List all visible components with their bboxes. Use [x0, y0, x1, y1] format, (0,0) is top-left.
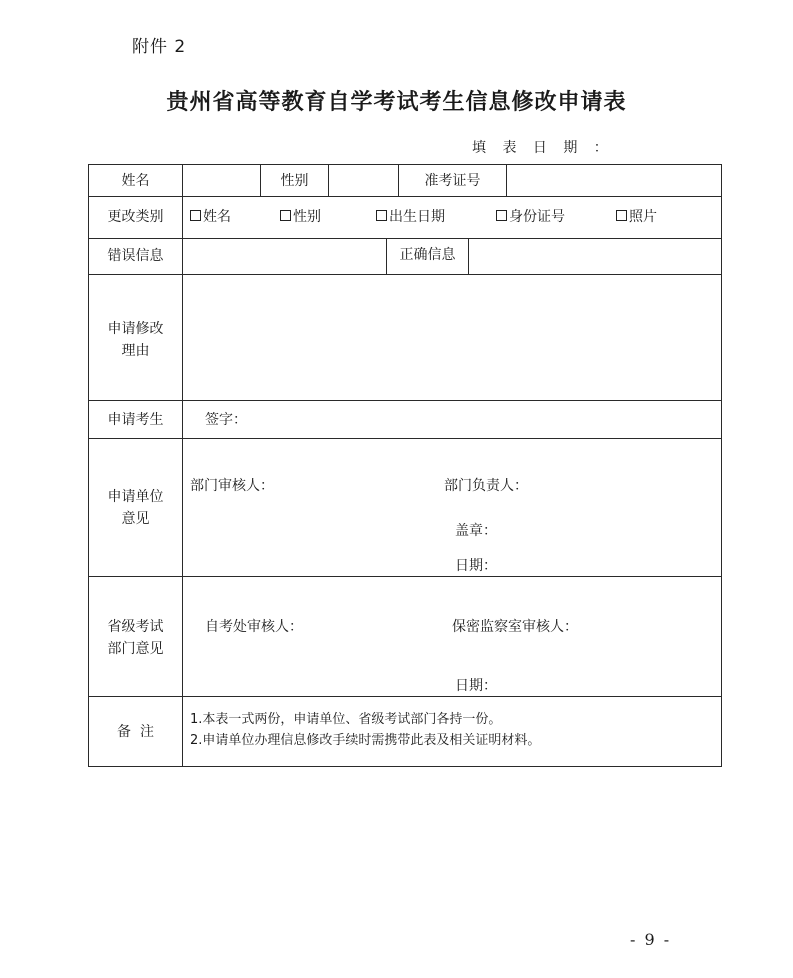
unit-date-label: 日期：: [455, 558, 497, 574]
dept-head-label: 部门负责人：: [444, 478, 528, 494]
fill-date-label: 填 表 日 期 ：: [472, 140, 614, 156]
change-option-name[interactable]: [190, 207, 231, 227]
remark-line-1: 1.本表一式两份，申请单位、省级考试部门各持一份。: [190, 712, 502, 727]
reason-field[interactable]: [183, 275, 721, 400]
name-field[interactable]: [183, 165, 260, 196]
unit-opinion-label: [89, 486, 182, 530]
checkbox-icon: [496, 210, 507, 221]
checkbox-icon: [190, 210, 201, 221]
change-option-id-number[interactable]: [496, 207, 565, 227]
exam-number-label: 准考证号: [424, 173, 481, 189]
security-reviewer-label: 保密监察室审核人：: [452, 619, 578, 635]
change-option-label: 性别: [293, 209, 321, 225]
change-option-label: 出生日期: [389, 209, 445, 225]
row-divider: [88, 438, 722, 439]
dept-reviewer-label: 部门审核人：: [190, 478, 274, 494]
row-divider: [88, 400, 722, 401]
wrong-info-label: 错误信息: [107, 248, 164, 264]
seal-label: 盖章：: [455, 523, 497, 539]
change-option-birthdate[interactable]: [376, 207, 445, 227]
checkbox-icon: [616, 210, 627, 221]
checkbox-icon: [376, 210, 387, 221]
table-border-bottom: [88, 766, 722, 767]
row-divider: [88, 576, 722, 577]
attachment-label: 附件 2: [132, 37, 187, 57]
change-type-label: 更改类别: [107, 209, 164, 225]
change-option-label: 照片: [629, 209, 657, 225]
gender-label: 性别: [280, 173, 309, 189]
change-option-photo[interactable]: [616, 207, 657, 227]
province-date-label: 日期：: [455, 678, 497, 694]
row-divider: [88, 196, 722, 197]
province-opinion-label-line: 省级考试: [107, 619, 164, 635]
reason-label-line: 申请修改: [107, 321, 164, 337]
gender-field[interactable]: [329, 165, 398, 196]
table-border-right: [721, 164, 722, 767]
change-option-label: 身份证号: [509, 209, 565, 225]
signature-label: 签字：: [205, 412, 247, 428]
applicant-label: 申请考生: [107, 412, 164, 428]
change-option-gender[interactable]: [280, 207, 321, 227]
reason-label-line: 理由: [121, 343, 150, 359]
unit-opinion-label-line: 意见: [121, 511, 150, 527]
wrong-info-field[interactable]: [183, 239, 386, 274]
remark-line-2: 2.申请单位办理信息修改手续时需携带此表及相关证明材料。: [190, 733, 541, 748]
name-label: 姓名: [121, 173, 150, 189]
page-number: - 9 -: [630, 930, 672, 949]
province-opinion-label: [89, 616, 182, 660]
exam-number-field[interactable]: [507, 165, 721, 196]
change-option-label: 姓名: [203, 209, 231, 225]
province-opinion-label-line: 部门意见: [107, 641, 164, 657]
remarks-label: 备 注: [117, 724, 154, 740]
exam-office-reviewer-label: 自考处审核人：: [205, 619, 303, 635]
unit-opinion-label-line: 申请单位: [107, 489, 164, 505]
form-title: 贵州省高等教育自学考试考生信息修改申请表: [166, 90, 627, 115]
reason-label: [89, 318, 182, 362]
correct-info-label: 正确信息: [399, 247, 456, 263]
correct-info-field[interactable]: [469, 239, 721, 274]
checkbox-icon: [280, 210, 291, 221]
row-divider: [88, 696, 722, 697]
